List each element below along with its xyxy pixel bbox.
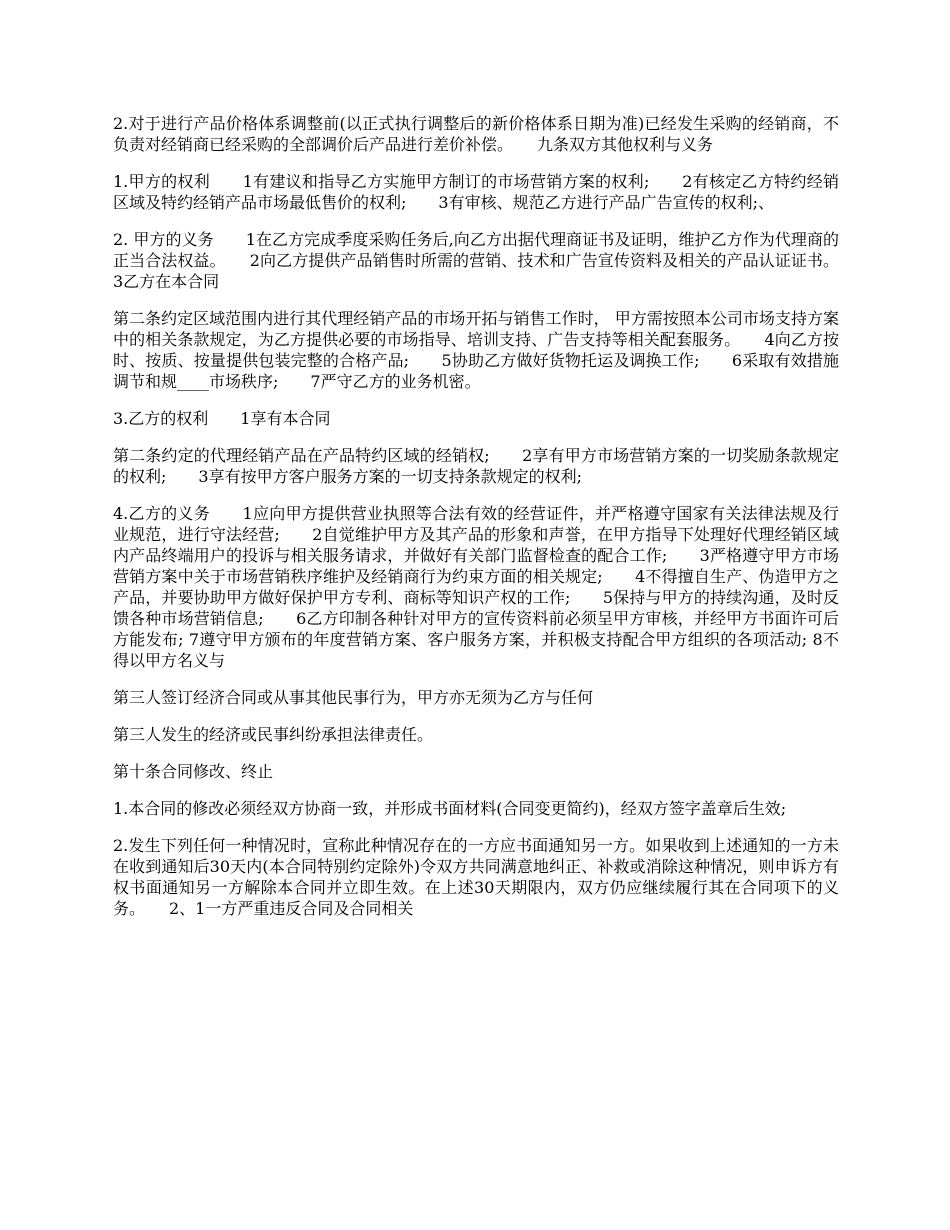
paragraph-termination: 2.发生下列任何一种情况时，宣称此种情况存在的一方应书面通知另一方。如果收到上述通知的一方未在收到通知后30天内(本合同特别约定除外)令双方共同满意地纠正、补救或消除这种情况，则申诉方有权书面通知另一方解除本合同并立即生效。在上述30天期限内，双方仍应继续履行其在合同项下的义务。 2、1一方严重违反合同及合同相关 <box>113 836 839 918</box>
paragraph-party-b-obligations: 4.乙方的义务 1应向甲方提供营业执照等合法有效的经营证件，并严格遵守国家有关法律法规及行业规范，进行守法经营; 2自觉维护甲方及其产品的形象和声誉，在甲方指导下处理好代理经销区域内产品终端用户的投诉与相关服务请求，并做好有关部门监督检查的配合工作; 3严格遵守甲方市场营销方案中关于市场营销秩序维护及经销商行为约束方面的相关规定; 4不得擅自生产、伪造甲方之产品，并要协助甲方做好保护甲方专利、商标等知识产权的工作; 5保持与甲方的持续沟通，及时反馈各种市场营销信息; 6乙方印制各种针对甲方的宣传资料前必须呈甲方审核，并经甲方书面许可后方能发布; 7遵守甲方颁布的年度营销方案、客户服务方案，并积极支持配合甲方组织的各项活动; 8不得以甲方名义与 <box>113 504 839 670</box>
paragraph-third-party-dispute: 第三人发生的经济或民事纠纷承担法律责任。 <box>113 725 434 744</box>
paragraph-article-two-distribution: 第二条约定的代理经销产品在产品特约区域的经销权; 2享有甲方市场营销方案的一切奖励条款规定的权利; 3享有按甲方客户服务方案的一切支持条款规定的权利; <box>113 446 839 486</box>
paragraph-price-adjustment: 2.对于进行产品价格体系调整前(以正式执行调整后的新价格体系日期为准)已经发生采购的经销商，不负责对经销商已经采购的全部调价后产品进行差价补偿。 九条双方其他权利与义务 <box>113 114 839 154</box>
document-page <box>113 113 845 935</box>
paragraph-article-two-region: 第二条约定区域范围内进行其代理经销产品的市场开拓与销售工作时， 甲方需按照本公司市场支持方案中的相关条款规定，为乙方提供必要的市场指导、培训支持、广告支持等相关配套服务。 4向乙方按时、按质、按量提供包装完整的合格产品; 5协助乙方做好货物托运及调换工作; 6采取有效措施调节和规____市场秩序; 7严守乙方的业务机密。 <box>113 309 839 391</box>
paragraph-party-b-rights: 3.乙方的权利 1享有本合同 <box>113 409 331 428</box>
paragraph-party-a-obligations: 2. 甲方的义务 1在乙方完成季度采购任务后,向乙方出据代理商证书及证明，维护乙方作为代理商的正当合法权益。 2向乙方提供产品销售时所需的营销、技术和广告宣传资料及相关的产品认证证书。 3乙方在本合同 <box>113 230 845 291</box>
paragraph-article-ten-heading: 第十条合同修改、终止 <box>113 762 274 781</box>
paragraph-party-a-rights: 1.甲方的权利 1有建议和指导乙方实施甲方制订的市场营销方案的权利; 2有核定乙方特约经销区域及特约经销产品市场最低售价的权利; 3有审核、规范乙方进行产品广告宣传的权利;、 <box>113 172 839 212</box>
paragraph-third-party-contract: 第三人签订经济合同或从事其他民事行为，甲方亦无须为乙方与任何 <box>113 688 594 707</box>
paragraph-modification: 1.本合同的修改必须经双方协商一致，并形成书面材料(合同变更简约)，经双方签字盖章后生效; <box>113 799 787 818</box>
